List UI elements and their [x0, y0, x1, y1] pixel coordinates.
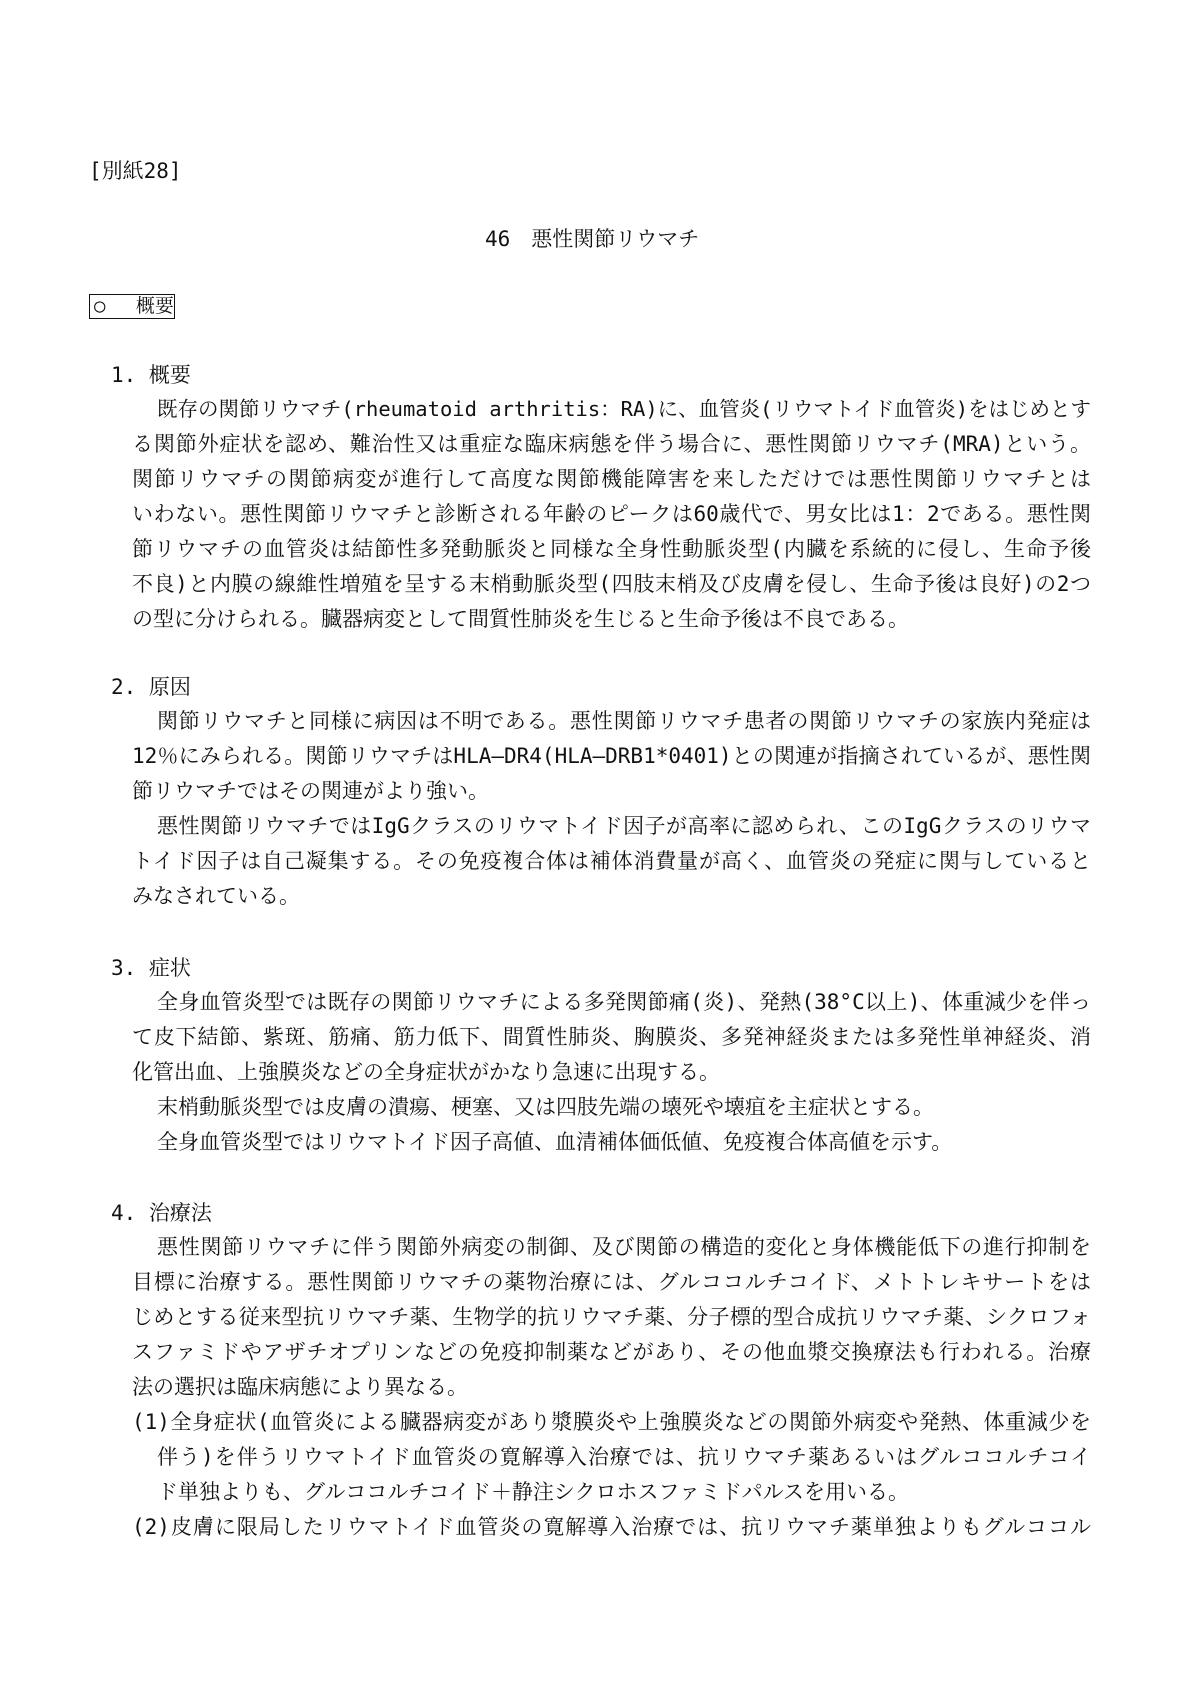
section-heading: 4. 治療法	[111, 1201, 212, 1225]
annex-label: [別紙28]	[89, 159, 182, 183]
text-line: 全身血管炎型では既存の関節リウマチによる多発関節痛(炎)、発熱(38°C以上)、体重減少を伴っ	[157, 990, 1091, 1014]
text-line: 末梢動脈炎型では皮膚の潰瘍、梗塞、又は四肢先端の壊死や壊疽を主症状とする。	[157, 1095, 934, 1119]
text-line: いわない。悪性関節リウマチと診断される年齢のピークは60歳代で、男女比は1：2である。悪性関	[132, 502, 1091, 526]
text-line: 関節リウマチの関節病変が進行して高度な関節機能障害を来しただけでは悪性関節リウマチとは	[132, 467, 1091, 491]
section-treatment	[111, 1197, 1091, 1545]
text-line: 化管出血、上強膜炎などの全身症状がかなり急速に出現する。	[132, 1060, 720, 1084]
text-line: 悪性関節リウマチではIgGクラスのリウマトイド因子が高率に認められ、このIgGクラスのリウマ	[157, 814, 1091, 838]
text-line: る関節外症状を認め、難治性又は重症な臨床病態を伴う場合に、悪性関節リウマチ(MRA)という。	[132, 432, 1091, 456]
list-item-1-continued: ド単独よりも、グルココルチコイド＋静注シクロホスファミドパルスを用いる。	[157, 1480, 910, 1504]
text-line: みなされている。	[132, 884, 300, 908]
list-item-1-continued: 伴う)を伴うリウマトイド血管炎の寛解導入治療では、抗リウマチ薬あるいはグルココルチコイ	[157, 1445, 1091, 1469]
text-line: 関節リウマチと同様に病因は不明である。悪性関節リウマチ患者の関節リウマチの家族内発症は	[157, 709, 1091, 733]
text-line: 目標に治療する。悪性関節リウマチの薬物治療には、グルココルチコイド、メトトレキサートをは	[132, 1270, 1091, 1294]
page-title: 46 悪性関節リウマチ	[485, 227, 700, 251]
text-line: 節リウマチではその関連がより強い。	[132, 779, 489, 803]
list-item-2: (2)皮膚に限局したリウマトイド血管炎の寛解導入治療では、抗リウマチ薬単独よりもグルココル	[132, 1515, 1091, 1539]
section-cause	[111, 671, 1091, 914]
text-line: の型に分けられる。臓器病変として間質性肺炎を生じると生命予後は不良である。	[132, 607, 909, 631]
section-overview	[111, 359, 1091, 637]
text-line: 全身血管炎型ではリウマトイド因子高値、血清補体価低値、免疫複合体高値を示す。	[157, 1130, 953, 1154]
text-line: 節リウマチの血管炎は結節性多発動脈炎と同様な全身性動脈炎型(内臓を系統的に侵し、生命予後	[132, 537, 1091, 561]
section-heading: 1. 概要	[111, 363, 191, 387]
text-line: 不良)と内膜の線維性増殖を呈する末梢動脈炎型(四肢末梢及び皮膚を侵し、生命予後は良好)の2つ	[132, 572, 1091, 596]
text-line: じめとする従来型抗リウマチ薬、生物学的抗リウマチ薬、分子標的型合成抗リウマチ薬、シクロフォ	[132, 1305, 1091, 1329]
text-line: スファミドやアザチオプリンなどの免疫抑制薬などがあり、その他血漿交換療法も行われる。治療	[132, 1340, 1091, 1364]
text-line: 法の選択は臨床病態により異なる。	[132, 1375, 468, 1399]
text-line: トイド因子は自己凝集する。その免疫複合体は補体消費量が高く、血管炎の発症に関与していると	[132, 849, 1091, 873]
text-line: て皮下結節、紫斑、筋痛、筋力低下、間質性肺炎、胸膜炎、多発神経炎または多発性単神経炎、消	[132, 1025, 1091, 1049]
text-line: 12％にみられる。関節リウマチはHLA―DR4(HLA―DRB1*0401)との関連が指摘されているが、悪性関	[132, 744, 1091, 768]
section-heading: 2. 原因	[111, 675, 191, 699]
overview-box-heading: ○ 概要	[89, 294, 175, 319]
section-symptoms	[111, 952, 1091, 1160]
section-heading: 3. 症状	[111, 956, 191, 980]
list-item-1: (1)全身症状(血管炎による臓器病変があり漿膜炎や上強膜炎などの関節外病変や発熱、体重減少を	[132, 1410, 1091, 1434]
text-line: 悪性関節リウマチに伴う関節外病変の制御、及び関節の構造的変化と身体機能低下の進行抑制を	[157, 1235, 1091, 1259]
text-line: 既存の関節リウマチ(rheumatoid arthritis：RA)に、血管炎(リウマトイド血管炎)をはじめとす	[157, 397, 1091, 421]
